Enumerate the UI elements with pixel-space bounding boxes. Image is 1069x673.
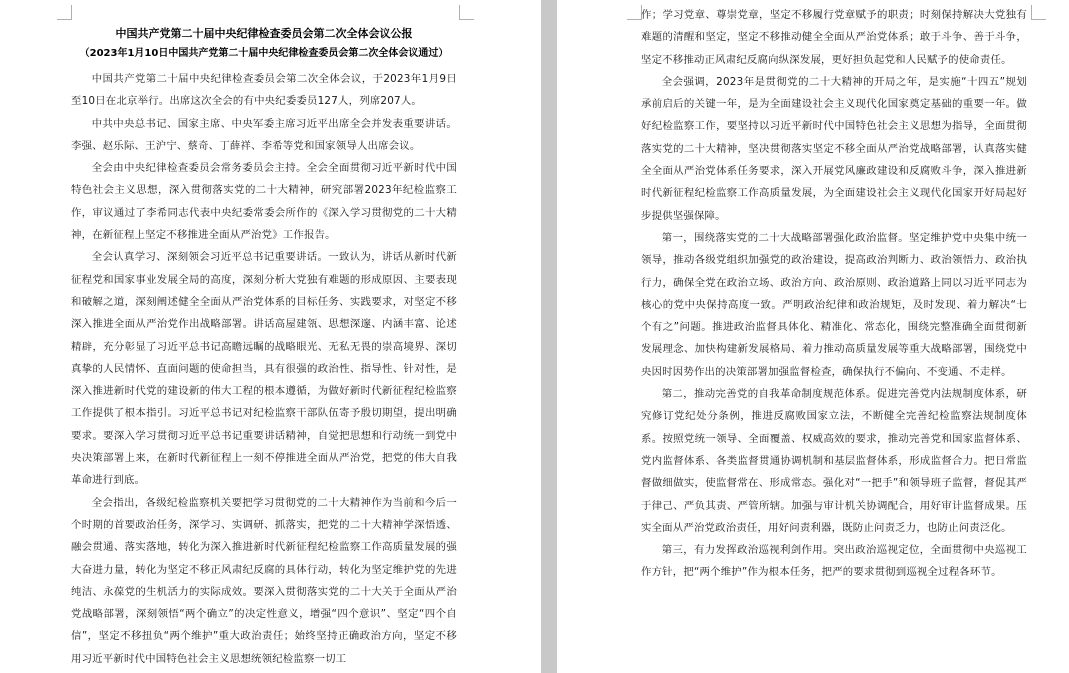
paragraph: 第三，有力发挥政治巡视利剑作用。突出政治巡视定位，全面贯彻中央巡视工作方针，把“两个维护”作为根本任务，把严的要求贯彻到巡视全过程各环节。	[641, 544, 1027, 579]
paragraph: 第二，推动完善党的自我革命制度规范体系。促进完善党内法规制度体系，研究修订党纪处分条例，推进反腐败国家立法，不断健全完善纪检监察法规制度体系。按照党统一领导、全面覆盖、权威高效的要求，推动完善党和国家监督体系、党内监督体系、各类监督贯通协调机制和基层监督体系，形成监督合力。把日常监督做细做实，使监督常在、形成常态。强化对“一把手”和领导班子监督，督促其严于律己、严负其责、严管所辖。加强与审计机关协调配合，用好审计监督成果。压实全面从严治党政治责任，用好问责利器，既防止问责乏力，也防止问责泛化。	[641, 388, 1027, 534]
document-subtitle: （2023年1月10日中国共产党第二十届中央纪律检查委员会第二次全体会议通过）	[79, 48, 449, 59]
page-gutter	[541, 0, 557, 673]
margin-corner-mark	[627, 5, 642, 20]
paragraph: 作；学习党章、尊崇党章，坚定不移履行党章赋予的职责；时刻保持解决大党独有难题的清醒和坚定，坚定不移推动健全全面从严治党体系；敢于斗争、善于斗争，坚定不移推动正风肃纪反腐向纵深发展，更好担负起党和人民赋予的使命责任。	[641, 9, 1027, 66]
page-content-right	[641, 4, 1027, 584]
paragraph: 中国共产党第二十届中央纪律检查委员会第二次全体会议，于2023年1月9日至10日在北京举行。出席这次全会的有中央纪委委员127人，列席207人。	[71, 73, 457, 108]
paragraph: 全会认真学习、深刻领会习近平总书记重要讲话。一致认为，讲话从新时代新征程党和国家事业发展全局的高度，深刻分析大党独有难题的形成原因、主要表现和破解之道，深刻阐述健全全面从严治党体系的目标任务、实践要求，对坚定不移深入推进全面从严治党作出战略部署。讲话高屋建瓴、思想深邃、内涵丰富、论述精辟，充分彰显了习近平总书记高瞻远瞩的战略眼光、无私无畏的崇高境界、深切真挚的人民情怀、直面问题的使命担当，具有很强的政治性、指导性、针对性，是深入推进新时代党的建设新的伟大工程的根本遵循，为做好新时代新征程纪检监察工作提供了根本指引。习近平总书记对纪检监察干部队伍寄予殷切期望，提出明确要求。要深入学习贯彻习近平总书记重要讲话精神，自觉把思想和行动统一到党中央决策部署上来，在新时代新征程上一刻不停推进全面从严治党，把党的伟大自我革命进行到底。	[71, 251, 457, 487]
paragraph: 全会强调，2023年是贯彻党的二十大精神的开局之年，是实施“十四五”规划承前启后的关键一年，是为全面建设社会主义现代化国家奠定基础的重要一年。做好纪检监察工作，要坚持以习近平新时代中国特色社会主义思想为指导，全面贯彻落实党的二十大精神，坚决贯彻落实坚定不移全面从严治党战略部署，认真落实健全全面从严治党体系任务要求，深入开展党风廉政建设和反腐败斗争，深入推进新时代新征程纪检监察工作高质量发展，为全面建设社会主义现代化国家开好局起好步提供坚强保障。	[641, 75, 1027, 222]
page-content-left	[71, 24, 457, 670]
margin-corner-mark	[1031, 5, 1046, 20]
document-page-right	[557, 0, 1069, 673]
paragraph: 第一，围绕落实党的二十大战略部署强化政治监督。坚定维护党中央集中统一领导，推动各级党组织加强党的政治建设，提高政治判断力、政治领悟力、政治执行力，确保全党在政治立场、政治方向、政治原则、政治道路上同以习近平同志为核心的党中央保持高度一致。严明政治纪律和政治规矩，及时发现、着力解决“七个有之”问题。推进政治监督具体化、精准化、常态化，围绕完整准确全面贯彻新发展理念、加快构建新发展格局、着力推动高质量发展等重大战略部署，围绕党中央因时因势作出的决策部署加强监督检查，确保执行不偏向、不变通、不走样。	[641, 231, 1027, 378]
margin-corner-mark	[57, 5, 72, 20]
paragraph: 全会指出，各级纪检监察机关要把学习贯彻党的二十大精神作为当前和今后一个时期的首要政治任务，深学习、实调研、抓落实，把党的二十大精神学深悟透、融会贯通、落实落地，转化为深入推进新时代新征程纪检监察工作高质量发展的强大奋进力量，转化为坚定不移正风肃纪反腐的具体行动，转化为坚定维护党的先进纯洁、永葆党的生机活力的实际成效。要深入贯彻落实党的二十大关于全面从严治党战略部署，深刻领悟“两个确立”的决定性意义，增强“四个意识”、坚定“四个自信”，坚定不移扭负“两个维护”重大政治责任；始终坚持正确政治方向，坚定不移用习近平新时代中国特色社会主义思想统领纪检监察一切工	[71, 496, 457, 665]
paragraph: 全会由中央纪律检查委员会常务委员会主持。全会全面贯彻习近平新时代中国特色社会主义思想，深入贯彻落实党的二十大精神，研究部署2023年纪检监察工作，审议通过了李希同志代表中央纪委常委会所作的《深入学习贯彻党的二十大精神，在新征程上坚定不移推进全面从严治党》工作报告。	[71, 162, 457, 242]
paragraph: 中共中央总书记、国家主席、中央军委主席习近平出席全会并发表重要讲话。李强、赵乐际、王沪宁、蔡奇、丁薛祥、李希等党和国家领导人出席会议。	[71, 117, 457, 152]
margin-corner-mark	[459, 5, 474, 20]
document-title: 中国共产党第二十届中央纪律检查委员会第二次全体会议公报	[115, 27, 413, 40]
